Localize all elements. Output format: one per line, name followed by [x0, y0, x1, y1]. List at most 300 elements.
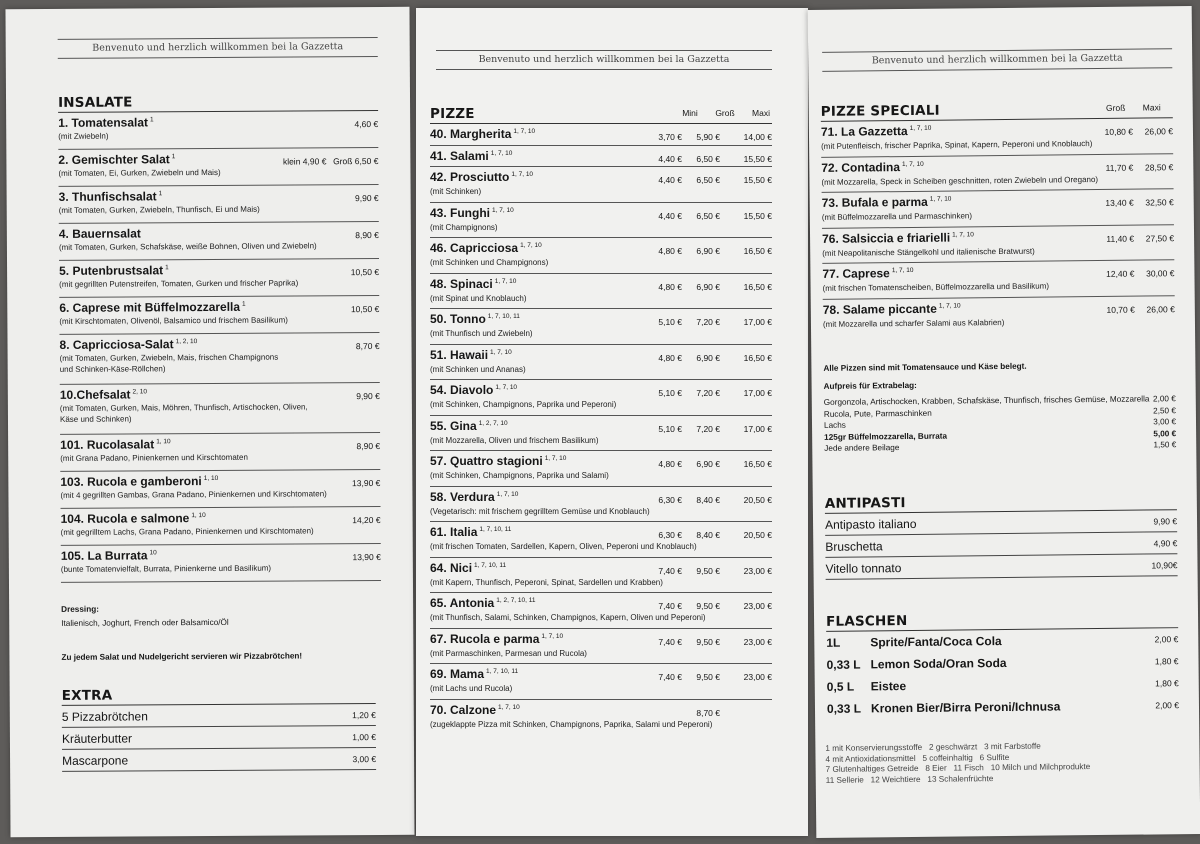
item-price: 10,50 €	[350, 266, 380, 278]
item-price: 8,70 €	[355, 340, 380, 352]
allergen-codes: 1, 7, 10, 11	[479, 526, 512, 533]
price-gross: 6,50 €	[696, 153, 720, 164]
special-pizza-item	[822, 260, 1174, 299]
welcome-banner: Benvenuto und herzlich willkommen bei la Gazzetta	[58, 37, 378, 59]
extra-item	[62, 748, 376, 772]
pizza-item	[430, 451, 772, 487]
price-maxi: 27,50 €	[1145, 232, 1175, 244]
pizza-item	[430, 238, 772, 274]
item-description: (mit Schinken und Ananas)	[430, 364, 526, 374]
item-name-text: 42. Prosciutto	[430, 170, 510, 184]
price-mini: 4,40 €	[658, 210, 682, 221]
item-name-text: 8. Capricciosa-Salat	[59, 337, 174, 352]
allergen-codes: 1, 7, 10	[496, 490, 519, 498]
item-description: (mit Thunfisch, Salami, Schinken, Champignos, Kapern, Oliven und Peperoni)	[430, 613, 706, 622]
item-price: 3,00 €	[352, 753, 377, 765]
item-name	[58, 152, 175, 167]
welcome-banner: Benvenuto und herzlich willkommen bei la Gazzetta	[436, 50, 772, 70]
allergen-codes: 1, 7, 10	[891, 266, 914, 275]
salad-item	[60, 433, 380, 472]
allergen-codes: 10	[149, 549, 157, 557]
item-description: (bunte Tomatenvielfalt, Burrata, Pinienkerne und Basilikum)	[60, 563, 272, 574]
price-mini: 6,30 €	[658, 494, 682, 505]
item-price: 13,90 €	[352, 551, 381, 563]
item-name-text: 50. Tonno	[430, 312, 486, 326]
drink-size: 1L	[826, 635, 841, 650]
drink-name: Eistee	[870, 679, 907, 694]
extra-item	[62, 704, 376, 728]
price-maxi: 17,00 €	[743, 388, 772, 398]
allergen-codes: 1, 2, 7, 10, 11	[496, 597, 536, 604]
special-pizza-item	[821, 154, 1173, 193]
price-mini: 4,80 €	[658, 281, 682, 292]
item-name: 5 Pizzabrötchen	[61, 709, 148, 724]
price-gross: 6,90 €	[696, 459, 720, 469]
item-name-text: 101. Rucolasalat	[60, 437, 155, 452]
item-name	[430, 490, 518, 504]
item-name	[430, 525, 511, 539]
item-name	[821, 159, 924, 174]
allergen-codes: 1, 7, 10	[520, 242, 542, 249]
salad-item	[59, 185, 379, 224]
item-description: (mit Grana Padano, Pinienkernen und Kirschtomaten	[60, 452, 248, 463]
item-name-text: 40. Margherita	[430, 127, 512, 141]
surcharge-price: 1,50 €	[1153, 440, 1177, 450]
bread-note: Zu jedem Salat und Nudelgericht servieren wir Pizzabrötchen!	[61, 651, 303, 662]
item-name-text: 70. Calzone	[430, 702, 497, 717]
allergen-codes: 2, 10	[132, 388, 148, 396]
special-pizza-item	[822, 189, 1174, 228]
item-price: 10,90€	[1151, 560, 1178, 571]
item-name-text: 6. Caprese mit Büffelmozzarella	[59, 299, 241, 315]
salad-item	[59, 259, 379, 298]
item-name-text: 3. Thunfischsalat	[58, 189, 157, 204]
price-gross: 10,70 €	[1106, 304, 1135, 315]
price-gross: 9,50 €	[696, 672, 720, 682]
section-title: PIZZE SPECIALI	[820, 102, 940, 120]
drink-name: Kronen Bier/Birra Peroni/Ichnusa	[870, 699, 1061, 716]
item-name-text: 71. La Gazzetta	[820, 123, 908, 139]
salad-item	[61, 507, 381, 546]
pizza-item	[430, 416, 772, 452]
item-name-text: 103. Rucola e gamberoni	[60, 474, 202, 489]
price-mini: 5,10 €	[658, 423, 682, 434]
item-name-text: 46. Capricciosa	[430, 241, 519, 255]
item-name	[430, 454, 566, 468]
section-title: INSALATE	[57, 94, 133, 111]
salad-item	[59, 333, 379, 385]
item-price: 9,90 €	[354, 192, 379, 204]
salad-item	[59, 222, 379, 261]
price-mini: 4,40 €	[658, 175, 682, 185]
col-maxi: Maxi	[752, 108, 770, 118]
item-name-text: 5. Putenbrustsalat	[59, 263, 164, 278]
menu-page-middle	[416, 8, 808, 836]
item-description: (mit Parmaschinken, Parmesan und Rucola)	[430, 648, 587, 658]
item-name	[61, 511, 206, 526]
drink-name: Lemon Soda/Oran Soda	[870, 655, 1007, 672]
item-description: (mit Tomaten, Gurken, Mais, Möhren, Thunfisch, Artischocken, Oliven,	[59, 402, 308, 413]
item-name	[430, 348, 512, 362]
allergen-codes: 1	[171, 153, 176, 161]
item-description: (mit Mozzarella, Speck in Scheiben geschnitten, roten Zwiebeln und Oregano)	[821, 174, 1099, 187]
allergen-codes: 1, 7, 10	[495, 384, 518, 391]
price-gross: 6,90 €	[696, 352, 720, 363]
price-gross: 10,80 €	[1104, 126, 1134, 137]
price-gross: 12,40 €	[1106, 268, 1135, 279]
item-name	[430, 667, 518, 681]
surcharge-price: 3,00 €	[1153, 417, 1177, 427]
pizza-item	[430, 309, 772, 345]
item-price: 10,50 €	[350, 303, 380, 315]
item-name	[430, 312, 520, 326]
salad-item	[58, 148, 378, 187]
surcharge-text: Gorgonzola, Artischocken, Krabben, Schafskäse, Thunfisch, frisches Gemüse, Mozzarella	[823, 394, 1150, 407]
item-price: 4,90 €	[1153, 538, 1178, 549]
section-title: ANTIPASTI	[824, 495, 906, 512]
allergen-codes: 1, 7, 10	[541, 632, 564, 640]
surcharge-price: 2,00 €	[1152, 394, 1176, 404]
pizza-item	[430, 124, 772, 146]
item-name	[430, 632, 563, 646]
item-description: (mit Spinat und Knoblauch)	[430, 293, 527, 303]
allergen-codes: 1, 10	[156, 438, 171, 446]
pizza-item	[430, 629, 772, 665]
salad-item	[61, 544, 381, 583]
price-mini: 4,80 €	[658, 352, 682, 363]
item-name: Antipasto italiano	[824, 516, 917, 532]
allergen-codes: 1	[158, 190, 163, 198]
item-description: (mit Tomaten, Gurken, Schafskäse, weiße Bohnen, Oliven und Zwiebeln)	[58, 241, 317, 252]
allergen-line: 4 mit Antioxidationsmittel 5 coffeinhaltig 6 Sulfite	[825, 752, 1010, 764]
price-mini: 7,40 €	[658, 565, 682, 576]
item-price: 8,90 €	[355, 229, 379, 241]
item-name	[59, 337, 197, 352]
allergen-line: 7 Glutenhaltiges Getreide 8 Eier 11 Fisch 10 Milch und Milchprodukte	[825, 762, 1091, 774]
item-description: (mit gegrilltem Lachs, Grana Padano, Pinienkernen und Kirschtomaten)	[60, 526, 314, 537]
item-name-text: 1. Tomatensalat	[58, 115, 149, 130]
item-price: 1,00 €	[352, 731, 376, 743]
item-description: (mit Mozzarella, Oliven und frischem Basilikum)	[430, 435, 599, 445]
item-name-text: 72. Contadina	[821, 159, 901, 175]
item-description: (mit Schinken und Champignons)	[430, 258, 549, 267]
price-gross: 6,90 €	[696, 246, 720, 256]
item-description: (mit Mozzarella und scharfer Salami aus Kalabrien)	[822, 317, 1005, 329]
pizza-item	[430, 167, 772, 203]
item-description: (mit Schinken, Champignons, Paprika und Salami)	[430, 471, 609, 480]
item-name-text: 61. Italia	[430, 525, 478, 539]
pizza-item	[430, 558, 772, 594]
extra-section	[62, 684, 377, 772]
allergen-codes: 1, 7, 10	[492, 206, 514, 214]
item-name	[430, 383, 517, 397]
pizze-header	[430, 104, 772, 124]
item-name	[60, 387, 147, 402]
pizza-item	[430, 380, 772, 416]
extra-header	[62, 684, 376, 706]
price-mini: 7,40 €	[658, 601, 682, 611]
col-gross: Groß	[1105, 102, 1126, 113]
price-maxi: 17,00 €	[743, 423, 772, 434]
item-name-text: 43. Funghi	[430, 205, 490, 220]
allergen-codes: 1	[149, 116, 154, 124]
extras-title: Aufpreis für Extrabelag:	[823, 380, 917, 391]
allergen-codes: 1, 7, 10	[513, 128, 536, 135]
item-price: 4,60 €	[354, 118, 379, 130]
item-name-text: 48. Spinaci	[430, 276, 493, 291]
pizza-item	[430, 522, 772, 558]
surcharge-text: Jede andere Beilage	[824, 443, 900, 453]
item-name-text: 73. Bufala e parma	[821, 194, 928, 210]
price-small: klein 4,90 €	[282, 156, 327, 167]
price-maxi: 15,50 €	[743, 153, 772, 164]
price-gross: 5,90 €	[696, 132, 720, 142]
item-description: (mit Tomaten, Ei, Gurken, Zwiebeln und Mais)	[58, 167, 221, 178]
item-name-text: 51. Hawaii	[430, 347, 489, 362]
drink-size: 0,5 L	[826, 679, 855, 694]
price-mini: 6,30 €	[658, 530, 682, 540]
pizze-speciali-section	[820, 98, 1177, 453]
price-maxi: 16,50 €	[743, 459, 772, 469]
drink-size: 0,33 L	[826, 657, 861, 672]
item-description: (mit Tomaten, Gurken, Zwiebeln, Mais, frischen Champignons	[59, 352, 279, 363]
antipasti-section	[825, 490, 1178, 580]
price-maxi: 23,00 €	[743, 636, 772, 647]
dressing-title: Dressing:	[61, 604, 99, 614]
surcharge-price: 2,50 €	[1153, 405, 1176, 415]
pizza-item	[430, 700, 772, 736]
item-description: (mit Lachs und Rucola)	[430, 684, 513, 693]
item-name	[430, 419, 508, 433]
item-description: und Schinken-Käse-Röllchen)	[59, 364, 166, 374]
item-description: (mit Kapern, Thunfisch, Peperoni, Spinat, Sardellen und Krabben)	[430, 577, 663, 587]
insalate-header	[58, 91, 378, 113]
drink-price: 2,00 €	[1154, 634, 1179, 645]
price-gross: 7,20 €	[696, 423, 720, 434]
item-description: (mit Büffelmozzarella und Parmaschinken)	[821, 211, 973, 222]
special-pizza-item	[821, 118, 1173, 157]
sauce-note: Alle Pizzen sind mit Tomatensauce und Käse belegt.	[823, 361, 1027, 373]
item-description: (mit Neapolitanische Stängelkohl und italienische Bratwurst)	[822, 246, 1035, 258]
price-maxi: 15,50 €	[743, 175, 772, 185]
drink-item	[827, 694, 1179, 720]
allergen-codes: 1, 2, 7, 10	[478, 419, 508, 427]
price-maxi: 16,50 €	[743, 246, 772, 256]
item-description: (mit frischen Tomatenscheiben, Büffelmozzarella und Basilikum)	[822, 281, 1050, 293]
drink-name: Sprite/Fanta/Coca Cola	[870, 634, 1002, 650]
flaschen-section	[826, 608, 1179, 720]
item-name	[430, 596, 536, 610]
item-name	[59, 226, 141, 241]
item-name	[58, 115, 154, 130]
price-mini: 3,70 €	[658, 132, 682, 142]
item-name-text: 2. Gemischter Salat	[58, 152, 170, 167]
pizza-item	[430, 487, 772, 523]
price-maxi: 32,50 €	[1145, 197, 1174, 208]
item-name	[430, 170, 533, 184]
price-maxi: 16,50 €	[743, 352, 772, 363]
item-description: (Vegetarisch: mit frischem gegrilltem Gemüse und Knoblauch)	[430, 506, 650, 516]
item-name: Kräuterbutter	[61, 731, 133, 746]
allergen-codes: 1, 7, 10	[929, 195, 952, 203]
allergen-codes: 1, 7, 10	[490, 149, 513, 157]
drink-price: 2,00 €	[1155, 700, 1180, 711]
item-name-text: 57. Quattro stagioni	[430, 454, 543, 468]
price-gross: 6,50 €	[696, 210, 720, 221]
item-price: 9,90 €	[356, 390, 380, 402]
salad-item	[58, 111, 378, 150]
item-name	[61, 548, 157, 563]
allergen-codes: 1, 7, 10	[952, 230, 974, 239]
item-name-text: 10.Chefsalat	[59, 387, 131, 402]
pizza-item	[430, 345, 772, 381]
item-name	[59, 263, 169, 278]
allergen-line: 1 mit Konservierungsstoffe 2 geschwärzt 3 mit Farbstoffe	[825, 741, 1041, 753]
salad-item	[60, 383, 380, 435]
price-gross: 7,20 €	[696, 388, 720, 398]
price-gross: 11,40 €	[1106, 233, 1135, 244]
price-maxi: 23,00 €	[743, 565, 772, 576]
drink-price: 1,80 €	[1155, 678, 1179, 689]
item-description: (mit Kirschtomaten, Olivenöl, Balsamico und frischem Basilikum)	[59, 315, 288, 326]
item-description: (zugeklappte Pizza mit Schinken, Champignons, Paprika, Salami und Peperoni)	[430, 719, 713, 729]
surcharge-text: 125gr Büffelmozzarella, Burrata	[824, 431, 948, 442]
allergen-codes: 1, 10	[203, 474, 219, 483]
price-gross: 6,50 €	[696, 175, 720, 185]
item-name	[60, 437, 171, 452]
item-price: 14,20 €	[352, 514, 381, 526]
item-name-text: 54. Diavolo	[430, 383, 494, 397]
item-name	[430, 149, 512, 163]
item-description: (mit 4 gegrillten Gambas, Grana Padano, Pinienkernen und Kirschtomaten)	[60, 489, 327, 500]
special-pizza-item	[822, 225, 1174, 264]
item-name	[430, 241, 542, 255]
item-name-text: 55. Gina	[430, 418, 477, 433]
price-maxi: 30,00 €	[1146, 268, 1175, 279]
allergen-legend	[825, 741, 1090, 786]
price-maxi: 16,50 €	[743, 281, 772, 292]
menu-page-right	[808, 6, 1200, 838]
item-price: 9,90 €	[1153, 516, 1178, 527]
item-price: Groß 6,50 €	[333, 155, 379, 167]
item-name	[59, 189, 163, 204]
price-gross: 9,50 €	[696, 601, 720, 611]
price-maxi: 20,50 €	[743, 530, 772, 540]
col-mini: Mini	[682, 108, 698, 118]
pizza-item	[430, 146, 772, 168]
price-mini: 4,40 €	[658, 153, 682, 164]
price-gross: 7,20 €	[696, 317, 720, 327]
price-maxi: 23,00 €	[743, 672, 772, 682]
allergen-codes: 1, 7, 10, 11	[486, 668, 519, 675]
item-name	[822, 230, 974, 246]
item-description: (mit Champignons)	[430, 222, 498, 232]
item-name	[59, 300, 245, 315]
item-price: 1,20 €	[352, 709, 376, 721]
insalate-section	[57, 91, 381, 662]
salad-item	[60, 470, 380, 509]
salad-item	[59, 296, 379, 335]
allergen-codes: 1, 7, 10	[490, 348, 512, 356]
item-name-text: 4. Bauernsalat	[58, 226, 141, 241]
allergen-line: 11 Sellerie 12 Weichtiere 13 Schalenfrüchte	[825, 773, 994, 785]
allergen-codes: 1, 7, 10	[511, 171, 534, 178]
allergen-codes: 1, 7, 10	[938, 301, 961, 310]
item-name-text: 65. Antonia	[430, 596, 495, 610]
price-maxi: 26,00 €	[1146, 303, 1175, 315]
pizza-item	[430, 593, 772, 629]
item-name	[430, 561, 506, 575]
special-pizza-item	[823, 296, 1175, 335]
item-name-text: 41. Salami	[430, 148, 489, 163]
section-title: PIZZE	[430, 106, 475, 122]
surcharge-row	[824, 440, 1176, 455]
item-name	[430, 206, 514, 220]
price-maxi: 23,00 €	[743, 601, 772, 611]
price-maxi: 20,50 €	[743, 494, 772, 505]
surcharge-text: Lachs	[823, 420, 846, 430]
price-mini: 7,40 €	[658, 672, 682, 682]
item-name-text: 104. Rucola e salmone	[60, 511, 190, 526]
price-maxi: 28,50 €	[1144, 161, 1174, 173]
item-name: Bruschetta	[825, 539, 883, 554]
drink-price: 1,80 €	[1154, 656, 1179, 667]
item-name	[821, 124, 932, 139]
item-name-text: 78. Salame piccante	[822, 301, 937, 317]
pizza-item	[430, 203, 772, 239]
item-name-text: 76. Salsiccia e friarielli	[821, 230, 951, 246]
item-description: (mit Tomaten, Gurken, Zwiebeln, Thunfisch, Ei und Mais)	[58, 204, 260, 215]
item-name-text: 105. La Burrata	[60, 548, 148, 563]
item-description: (mit Zwiebeln)	[58, 131, 109, 141]
drink-size: 0,33 L	[826, 701, 862, 716]
col-maxi: Maxi	[1142, 102, 1161, 113]
price-maxi: 17,00 €	[743, 317, 772, 327]
item-description: (mit Schinken, Champignons, Paprika und Peperoni)	[430, 400, 617, 409]
item-name	[823, 301, 961, 316]
allergen-codes: 1, 7, 10	[544, 455, 567, 462]
allergen-codes: 1, 7, 10, 11	[487, 313, 520, 320]
item-description: (mit Thunfisch und Zwiebeln)	[430, 329, 533, 338]
item-name	[430, 703, 520, 717]
item-description: (mit gegrillten Putenstreifen, Tomaten, Gurken und frischer Paprika)	[59, 278, 299, 289]
price-maxi: 14,00 €	[743, 132, 772, 142]
col-gross: Groß	[715, 108, 735, 118]
pizza-item	[430, 664, 772, 700]
allergen-codes: 1, 2, 10	[175, 338, 198, 346]
item-description: Käse und Schinken)	[59, 414, 132, 424]
dressing-text: Italienisch, Joghurt, French oder Balsamico/Öl	[61, 617, 229, 628]
price-gross: 9,50 €	[696, 636, 720, 647]
item-name	[822, 266, 913, 281]
price-gross: 8,70 €	[696, 707, 720, 718]
allergen-codes: 1, 7, 10	[494, 277, 517, 285]
section-title: FLASCHEN	[825, 613, 908, 630]
allergen-codes: 1	[241, 300, 246, 308]
item-name-text: 58. Verdura	[430, 489, 495, 504]
item-description: (mit Schinken)	[430, 187, 482, 196]
allergen-codes: 1, 7, 10	[498, 703, 520, 711]
price-mini: 5,10 €	[658, 388, 682, 398]
item-price: 8,90 €	[356, 440, 381, 452]
item-name	[430, 127, 535, 141]
allergen-codes: 1, 10	[191, 512, 206, 520]
price-mini: 4,80 €	[658, 459, 682, 469]
item-name-text: 64. Nici	[430, 560, 473, 575]
price-gross: 8,40 €	[696, 494, 720, 505]
menu-page-left	[5, 7, 414, 837]
item-description: (mit Putenfleisch, frischer Paprika, Spinat, Kapern, Peperoni und Knoblauch)	[821, 139, 1093, 151]
